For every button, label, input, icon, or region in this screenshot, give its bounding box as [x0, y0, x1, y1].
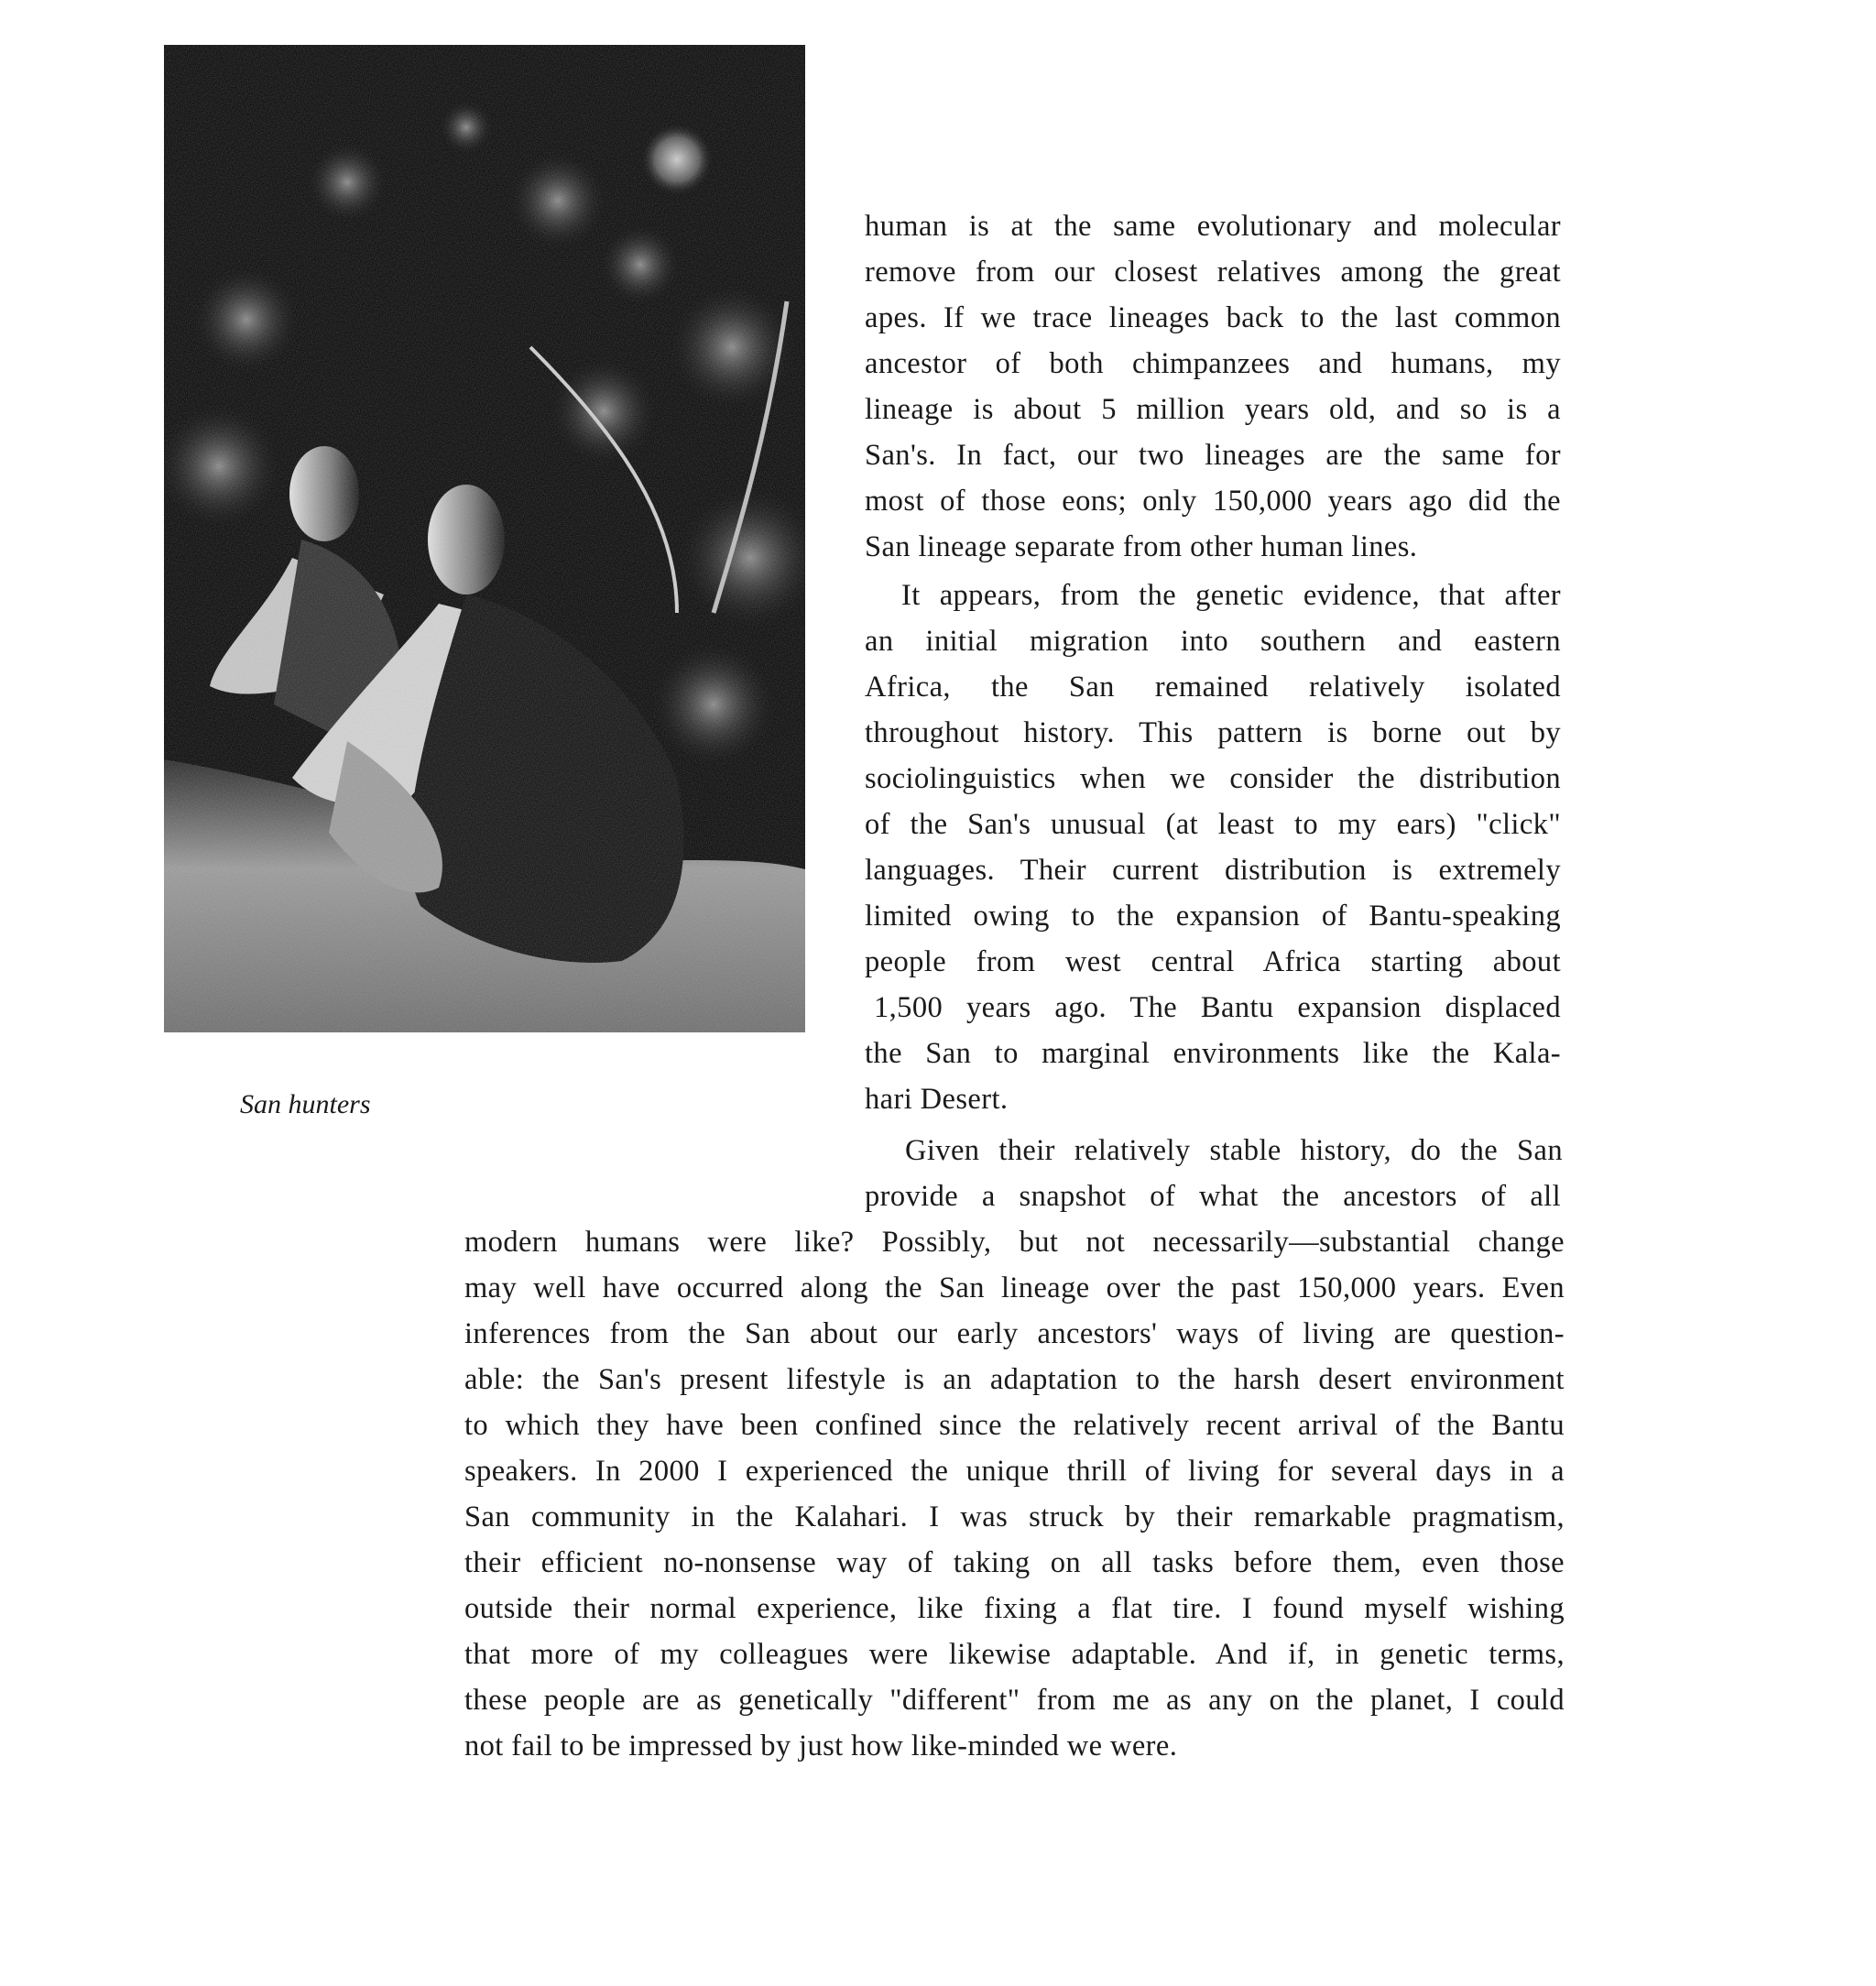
text-line: outside their normal experience, like fixing a flat tire. I found myself wishing: [464, 1592, 1565, 1625]
text-line: their efficient no-nonsense way of taking on all tasks before them, even those: [464, 1546, 1565, 1579]
text-line: apes. If we trace lineages back to the last common: [865, 301, 1561, 334]
text-line: sociolinguistics when we consider the distribution: [865, 762, 1561, 795]
text-line: people from west central Africa starting about: [865, 945, 1561, 978]
text-line: San's. In fact, our two lineages are the same for: [865, 439, 1561, 472]
text-line: Given their relatively stable history, do the San: [905, 1134, 1563, 1167]
text-line: limited owing to the expansion of Bantu-speaking: [865, 900, 1561, 933]
text-line: not fail to be impressed by just how like-minded we were.: [464, 1730, 1178, 1762]
text-line: may well have occurred along the San lineage over the past 150,000 years. Even: [464, 1271, 1565, 1304]
text-line: 1,500 years ago. The Bantu expansion displaced: [874, 991, 1561, 1024]
text-line: that more of my colleagues were likewise adaptable. And if, in genetic terms,: [464, 1638, 1565, 1671]
text-line: hari Desert.: [865, 1083, 1009, 1116]
text-line: modern humans were like? Possibly, but not necessarily—substantial change: [464, 1226, 1565, 1259]
text-line: most of those eons; only 150,000 years ago did the: [865, 485, 1561, 518]
text-line: of the San's unusual (at least to my ears) "click": [865, 808, 1561, 841]
text-line: to which they have been confined since the relatively recent arrival of the Bantu: [464, 1409, 1565, 1442]
text-line: these people are as genetically "different" from me as any on the planet, I could: [464, 1684, 1565, 1717]
text-line: ancestor of both chimpanzees and humans, my: [865, 347, 1561, 380]
text-line: languages. Their current distribution is extremely: [865, 854, 1561, 887]
text-line: lineage is about 5 million years old, and so is a: [865, 393, 1561, 426]
text-line: the San to marginal environments like the Kala-: [865, 1037, 1561, 1070]
san-hunters-photo: [164, 45, 805, 1032]
photo-caption: San hunters: [240, 1089, 371, 1119]
text-line: Africa, the San remained relatively isolated: [865, 671, 1561, 704]
text-line: speakers. In 2000 I experienced the unique thrill of living for several days in a: [464, 1455, 1565, 1488]
text-line: remove from our closest relatives among the great: [865, 256, 1561, 289]
text-line: throughout history. This pattern is borne out by: [865, 716, 1561, 749]
text-line: an initial migration into southern and eastern: [865, 625, 1561, 658]
text-line: human is at the same evolutionary and molecular: [865, 210, 1561, 243]
text-line: It appears, from the genetic evidence, that after: [901, 579, 1561, 612]
text-line: San lineage separate from other human lines.: [865, 530, 1418, 563]
text-line: inferences from the San about our early ancestors' ways of living are question-: [464, 1317, 1565, 1350]
text-line: provide a snapshot of what the ancestors of all: [865, 1180, 1561, 1213]
photo-image: [164, 45, 805, 1032]
text-line: able: the San's present lifestyle is an adaptation to the harsh desert environment: [464, 1363, 1565, 1396]
text-line: San community in the Kalahari. I was struck by their remarkable pragmatism,: [464, 1500, 1565, 1533]
